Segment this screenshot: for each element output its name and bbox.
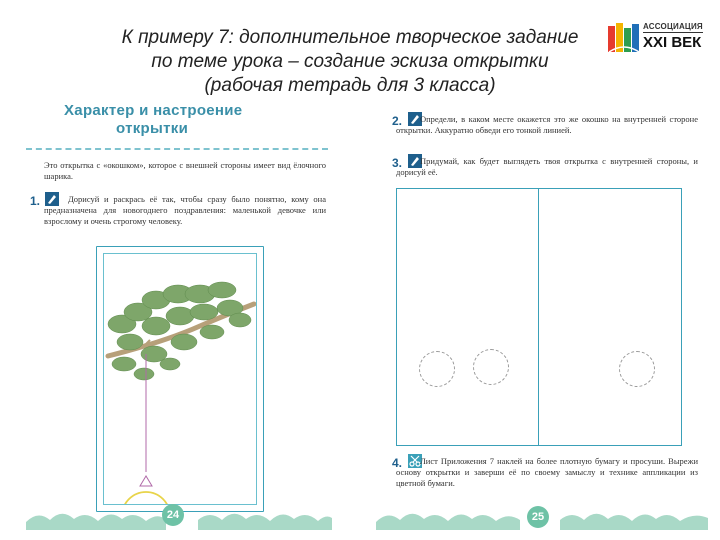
page-number-right: 25 [527, 506, 549, 528]
publisher-logo [606, 20, 706, 54]
card-illustration [96, 246, 264, 512]
card-inner-frame [103, 253, 257, 505]
window-outline-right [619, 351, 655, 387]
card-inside-drawing-area[interactable] [396, 188, 682, 446]
section-heading-line-2: открытки [116, 120, 189, 137]
window-outline-center [473, 349, 509, 385]
page-number-left: 24 [162, 504, 184, 526]
slide-title-line-3: (рабочая тетрадь для 3 класса) [204, 75, 496, 96]
workbook-page-right [376, 96, 708, 530]
logo-line-1: АССОЦИАЦИЯ [643, 22, 703, 31]
fir-branch-ornament-illustration [104, 254, 256, 504]
task-4-text: Лист Приложения 7 наклей на более плотную бумагу и просуши. Вырежи основу открытки и заверши её по своему замыслу и технике аппликации из цветной бумаги. [396, 456, 698, 488]
section-heading-line-1: Характер и настроение [64, 102, 243, 119]
slide-title [70, 26, 630, 98]
task-2-text: Определи, в каком месте окажется это же окошко на внутренней стороне открытки. Аккуратно обведи его тонкой линией. [396, 114, 698, 135]
task-3-text: Придумай, как будет выглядеть твоя открытка с внутренней стороны, и дорисуй её. [396, 156, 698, 177]
slide-title-line-1: К примеру 7: дополнительное творческое задание [121, 27, 579, 48]
slide-title-line-2: по теме урока – создание эскиза открытки [151, 51, 549, 72]
card-fold-line [538, 189, 539, 445]
task-3-number: 3. [392, 156, 403, 170]
section-heading [64, 102, 324, 138]
logo-line-2: XXI ВЕК [643, 34, 702, 51]
dashed-divider [26, 148, 328, 150]
task-1-number: 1. [30, 194, 41, 208]
task-1-text: Дорисуй и раскрась её так, чтобы сразу было понятно, кому она предназначена для новогоднего поздравления: маленькой девочке или взрослому и очень строгому человеку. [44, 194, 326, 226]
window-outline-left [419, 351, 455, 387]
task-4-number: 4. [392, 456, 403, 470]
task-2-number: 2. [392, 114, 403, 128]
intro-text: Это открытка с «окошком», которое с внешней стороны имеет вид ёлочного шарика. [44, 160, 326, 181]
books-logo-icon [606, 20, 642, 54]
workbook-page-left [26, 96, 332, 530]
